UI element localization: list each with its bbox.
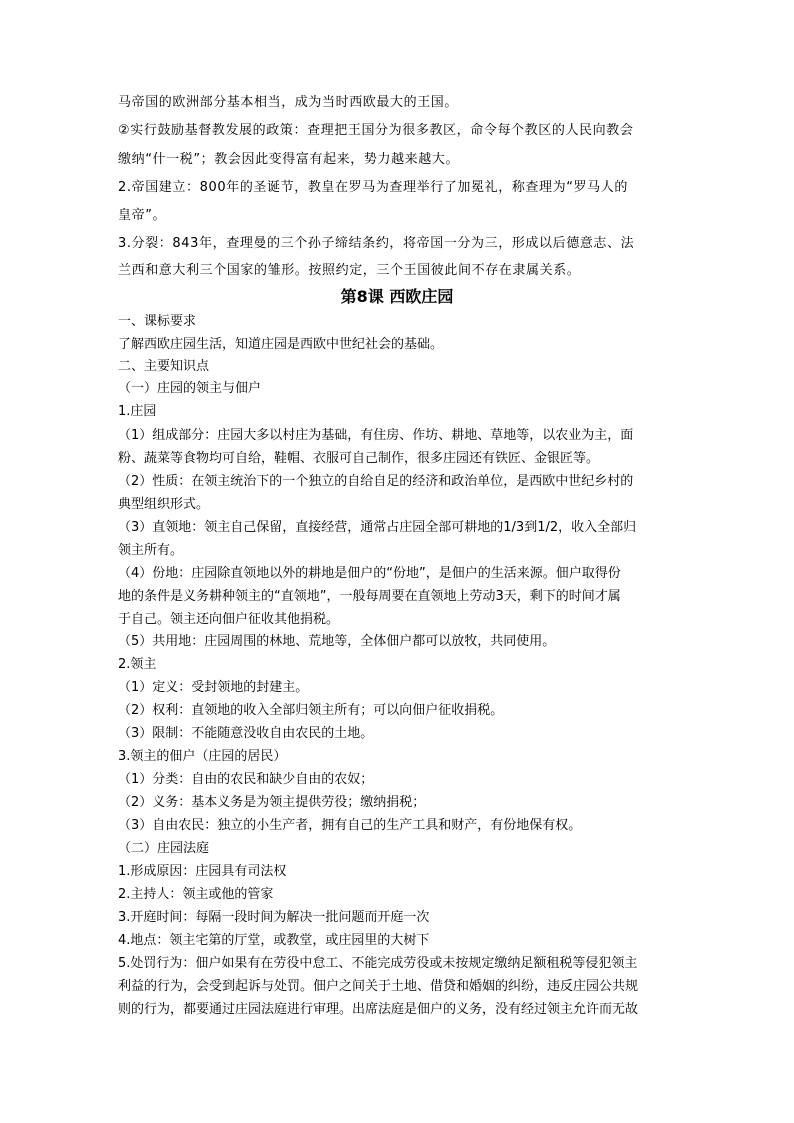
text-line: 3.分裂：843年，查理曼的三个孙子缔结条约，将帝国一分为三，形成以后德意志、法 [118, 236, 635, 251]
text-line: 1.形成原因：庄园具有司法权 [118, 864, 287, 879]
text-line: 领主所有。 [118, 543, 184, 558]
text-line: 兰西和意大利三个国家的雏形。按照约定，三个王国彼此间不存在隶属关系。 [118, 263, 581, 278]
text-line: （3）自由农民：独立的小生产者，拥有自己的生产工具和财产，有份地保有权。 [118, 818, 582, 833]
text-line: 3.开庭时间：每隔一段时间为解决一批问题而开庭一次 [118, 910, 430, 925]
text-line: （2）权利：直领地的收入全部归领主所有；可以向佃户征收捐税。 [118, 703, 504, 718]
text-line: 5.处罚行为：佃户如果有在劳役中怠工、不能完成劳役或未按规定缴纳足额租税等侵犯领主 [118, 956, 638, 971]
text-line: （5）共用地：庄园周围的林地、荒地等，全体佃户都可以放牧，共同使用。 [118, 634, 556, 649]
text-line: 地的条件是义务耕种领主的“直领地”，一般每周要在直领地上劳动3天，剩下的时间才属 [118, 589, 621, 604]
text-line: 典型组织形式。 [118, 497, 210, 512]
item-heading: 2.领主 [118, 657, 157, 672]
text-line: 马帝国的欧洲部分基本相当，成为当时西欧最大的王国。 [118, 95, 459, 110]
subsection-heading: （一）庄园的领主与佃户 [118, 381, 262, 396]
text-line: 粉、蔬菜等食物均可自给，鞋帽、衣服可自己制作，很多庄园还有铁匠、金银匠等。 [118, 451, 600, 466]
lesson-title: 第8课 西欧庄园 [340, 287, 454, 306]
text-line: （3）限制：不能随意没收自由农民的土地。 [118, 726, 374, 741]
text-line: 2.主持人：领主或他的管家 [118, 887, 274, 902]
text-line: （1）分类：自由的农民和缺少自由的农奴； [118, 772, 374, 787]
text-line: （1）组成部分：庄园大多以村庄为基础，有住房、作坊、耕地、草地等，以农业为主，面 [118, 428, 634, 443]
text-line: 皇帝”。 [118, 208, 167, 223]
text-line: （4）份地：庄园除直领地以外的耕地是佃户的“份地”，是佃户的生活来源。佃户取得份 [118, 566, 621, 581]
section-heading: 二、主要知识点 [118, 359, 210, 374]
subsection-heading: （二）庄园法庭 [118, 841, 210, 856]
text-line: ②实行鼓励基督教发展的政策：查理把王国分为很多教区，命令每个教区的人民向教会 [118, 123, 634, 138]
text-line: （2）义务：基本义务是为领主提供劳役；缴纳捐税； [118, 795, 426, 810]
text-line: （3）直领地：领主自己保留，直接经营，通常占庄园全部可耕地的1/3到1/2，收入全部归 [118, 520, 637, 535]
text-line: （1）定义：受封领地的封建主。 [118, 680, 309, 695]
section-heading: 一、课标要求 [118, 314, 197, 329]
text-line: 则的行为，都要通过庄园法庭进行审理。出席法庭是佃户的义务，没有经过领主允许而无故 [118, 1002, 639, 1017]
text-line: 利益的行为，会受到起诉与处罚。佃户之间关于土地、借贷和婚姻的纠纷，违反庄园公共规 [118, 979, 639, 994]
text-line: 于自己。领主还向佃户征收其他捐税。 [118, 612, 340, 627]
text-line: 2.帝国建立：800年的圣诞节，教皇在罗马为查理举行了加冕礼，称查理为“罗马人的 [118, 180, 628, 195]
text-line: （2）性质：在领主统治下的一个独立的自给自足的经济和政治单位，是西欧中世纪乡村的 [118, 474, 634, 489]
text-line: 了解西欧庄园生活，知道庄园是西欧中世纪社会的基础。 [118, 337, 444, 352]
text-line: 4.地点：领主宅第的厅堂，或教堂，或庄园里的大树下 [118, 933, 430, 948]
item-heading: 3.领主的佃户（庄园的居民） [118, 749, 287, 764]
text-line: 缴纳“什一税”；教会因此变得富有起来，势力越来越大。 [118, 152, 460, 167]
item-heading: 1.庄园 [118, 404, 157, 419]
